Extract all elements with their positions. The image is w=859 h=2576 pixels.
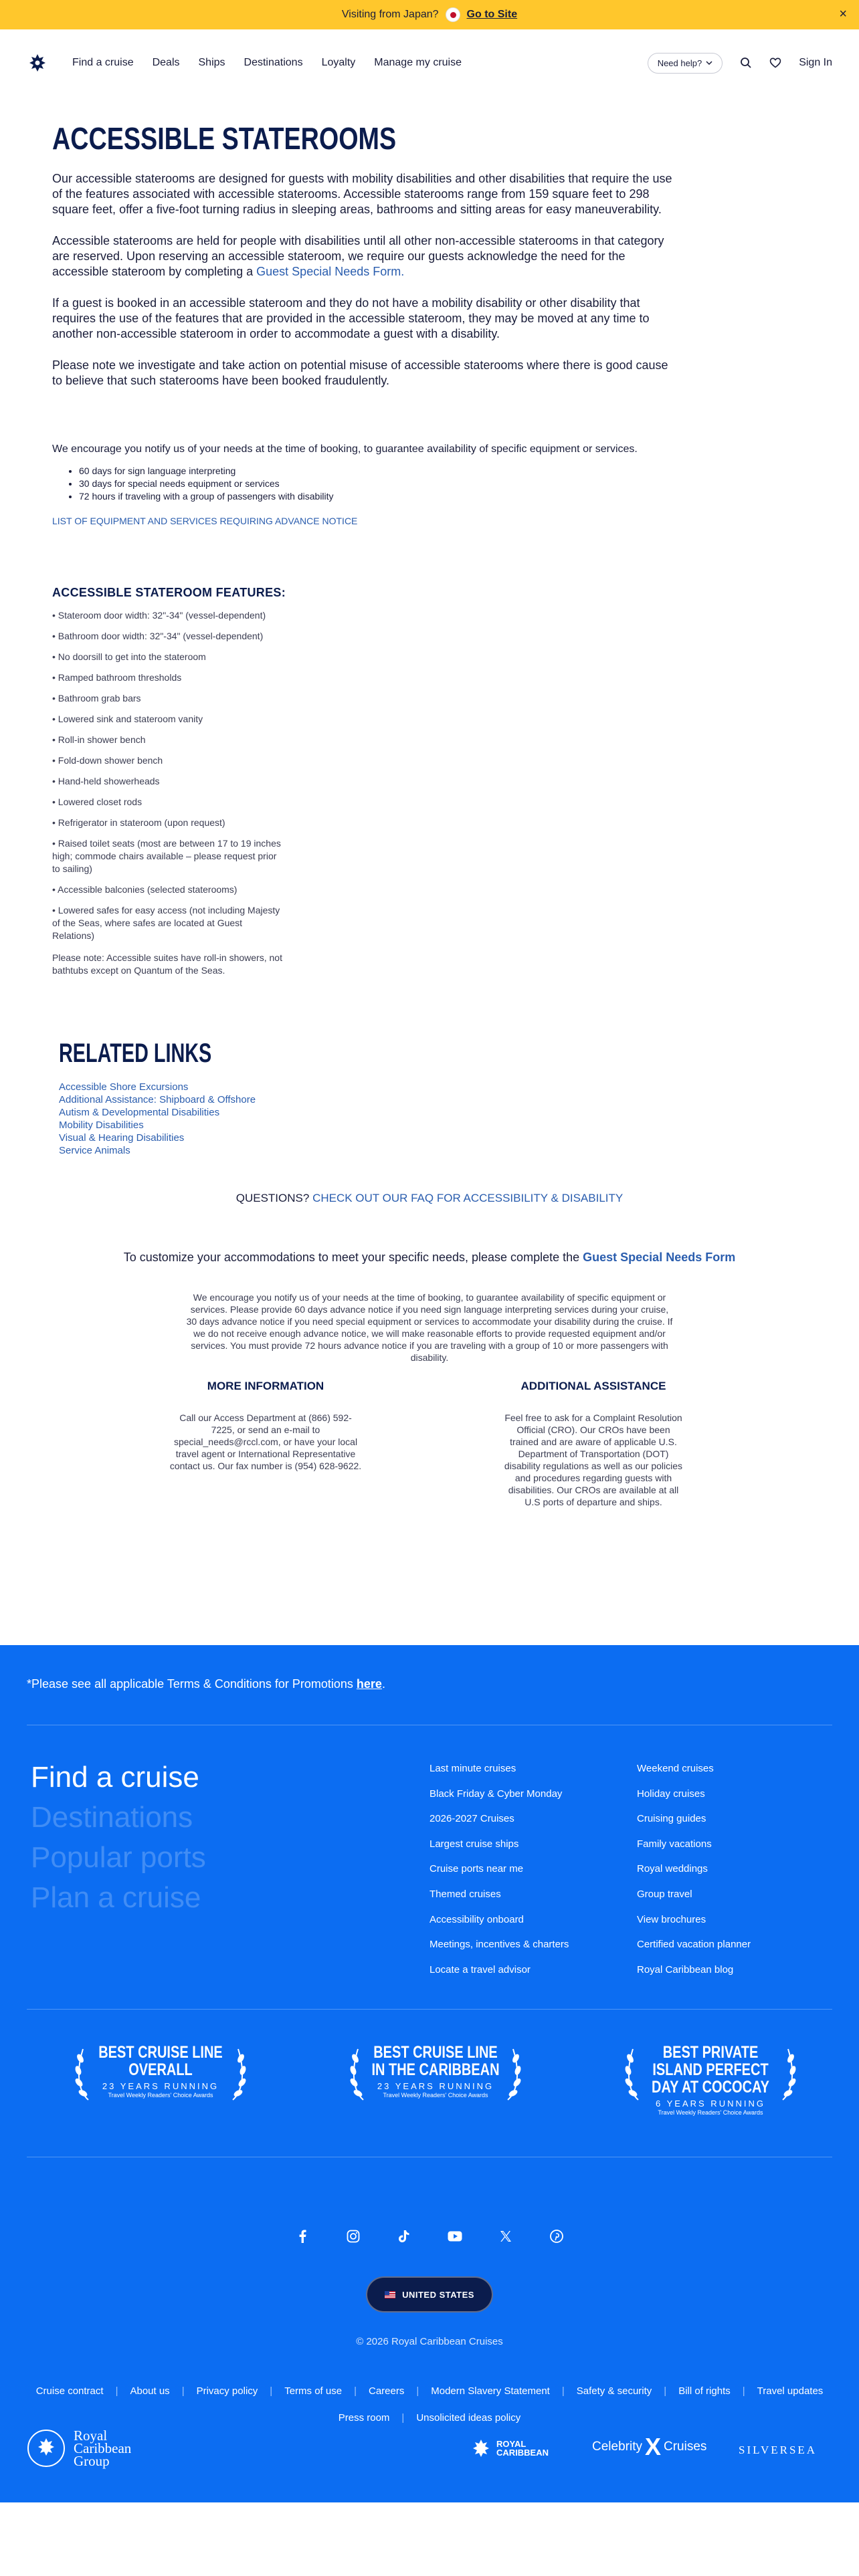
- related-link[interactable]: Autism & Developmental Disabilities: [59, 1107, 220, 1118]
- promotions-terms-period: .: [381, 1677, 385, 1691]
- youtube-icon[interactable]: [447, 2228, 463, 2244]
- list-item: • 72 hours if traveling with a group of passengers with disability: [79, 490, 674, 503]
- us-flag-icon: [385, 2291, 395, 2298]
- features-heading: ACCESSIBLE STATEROOM FEATURES:: [52, 586, 286, 599]
- feature-item: • Hand-held showerheads: [52, 776, 160, 786]
- heart-icon[interactable]: [769, 57, 781, 69]
- footer-link[interactable]: Royal weddings: [637, 1863, 708, 1875]
- award-title: BEST CRUISE LINE OVERALL: [98, 2043, 223, 2079]
- legal-link[interactable]: Press room: [338, 2412, 390, 2424]
- footer-link[interactable]: Themed cruises: [430, 1888, 501, 1900]
- tab-find-a-cruise[interactable]: Find a cruise: [31, 1761, 199, 1794]
- tab-destinations[interactable]: Destinations: [31, 1801, 193, 1834]
- footer-link[interactable]: Largest cruise ships: [430, 1838, 519, 1850]
- equipment-services-list-link[interactable]: LIST OF EQUIPMENT AND SERVICES REQUIRING ADVANCE NOTICE: [52, 516, 358, 526]
- laurel-icon: [74, 2044, 92, 2103]
- footer-link[interactable]: View brochures: [637, 1913, 706, 1925]
- nav-deals[interactable]: Deals: [152, 57, 180, 68]
- footer-link[interactable]: Cruising guides: [637, 1813, 706, 1825]
- related-links-list: [59, 1081, 807, 1157]
- award-source: Travel Weekly Readers' Choice Awards: [383, 2092, 488, 2099]
- promotions-terms: [27, 1677, 385, 1691]
- related-links-section: [52, 1039, 807, 1157]
- footer-link[interactable]: Accessibility onboard: [430, 1913, 524, 1925]
- feature-item: • No doorsill to get into the stateroom: [52, 651, 206, 662]
- intro-paragraph-3: If a guest is booked in an accessible stateroom and they do not have a mobility disability or other disability that requires the use of the features that are provided in the accessible stateroom, they may be moved at any time to another non-accessible stateroom in order to accommodate a guest with a disability.: [52, 296, 650, 340]
- legal-link[interactable]: Safety & security: [576, 2385, 652, 2397]
- legal-links-row-1: [0, 2378, 859, 2405]
- footer-link[interactable]: Royal Caribbean blog: [637, 1963, 734, 1975]
- feature-item: • Stateroom door width: 32"-34" (vessel-dependent): [52, 610, 266, 621]
- questions-banner: [0, 1192, 859, 1205]
- feature-item: • Raised toilet seats (most are between 17 to 19 inches high; commode chairs available – please request prior to sailing): [52, 838, 281, 874]
- feature-item: • Bathroom grab bars: [52, 693, 141, 704]
- legal-divider: |: [742, 2385, 745, 2397]
- japan-flag-icon: [446, 7, 460, 22]
- legal-link[interactable]: Travel updates: [757, 2385, 824, 2397]
- award-source: Travel Weekly Readers' Choice Awards: [108, 2092, 213, 2099]
- footer-link[interactable]: Family vacations: [637, 1838, 712, 1850]
- geo-banner: [0, 0, 859, 29]
- advance-notice-section: [52, 441, 674, 530]
- royal-caribbean-logo-icon[interactable]: [27, 52, 48, 74]
- nav-manage-my-cruise[interactable]: Manage my cruise: [374, 57, 462, 68]
- feature-item: • Lowered closet rods: [52, 796, 142, 807]
- award-badge: [74, 2040, 248, 2107]
- main-nav: [0, 29, 859, 96]
- legal-link[interactable]: Cruise contract: [35, 2385, 104, 2397]
- related-links-heading: RELATED LINKS: [59, 1039, 212, 1068]
- customize-section: [0, 1251, 859, 1265]
- legal-links-row-2: [0, 2405, 859, 2432]
- more-information-text: Call our Access Department at (866) 592-7225, or send an e-mail to special_needs@rccl.com, or have your local travel agent or International Representative contact us. Our fax number is (954) 628-9622.: [169, 1412, 362, 1471]
- nav-loyalty[interactable]: Loyalty: [321, 57, 356, 68]
- legal-divider: |: [181, 2385, 185, 2397]
- feature-item: • Accessible balconies (selected staterooms): [52, 884, 237, 895]
- feature-item: • Fold-down shower bench: [52, 755, 163, 766]
- advance-notice-text: We encourage you notify us of your needs at the time of booking, to guarantee availability of specific equipment or services.: [52, 443, 638, 455]
- guest-special-needs-form-link[interactable]: Guest Special Needs Form.: [256, 265, 405, 278]
- info-columns: [155, 1380, 704, 1508]
- footer-link[interactable]: Meetings, incentives & charters: [430, 1939, 569, 1951]
- pinterest-icon[interactable]: [549, 2228, 565, 2244]
- legal-divider: |: [416, 2385, 419, 2397]
- sign-in-link[interactable]: Sign In: [799, 57, 832, 68]
- feature-item: • Bathroom door width: 32"-34" (vessel-dependent): [52, 631, 264, 641]
- footer-link[interactable]: Weekend cruises: [637, 1763, 714, 1774]
- feature-item: • Ramped bathroom thresholds: [52, 672, 182, 683]
- feature-item: • Roll-in shower bench: [52, 734, 146, 745]
- social-links: [0, 2228, 859, 2244]
- celebrity-wordmark: Celebrity: [592, 2440, 642, 2454]
- legal-divider: |: [354, 2385, 357, 2397]
- nav-destinations[interactable]: Destinations: [244, 57, 303, 68]
- intro-section: [52, 171, 807, 389]
- geo-banner-text: Visiting from Japan?: [341, 9, 439, 20]
- stateroom-features-section: [52, 586, 286, 977]
- feature-item: • Lowered safes for easy access (not including Majesty of the Seas, where safes are located at Guest Relations): [52, 905, 280, 941]
- go-to-site-link[interactable]: Go to Site: [466, 9, 518, 20]
- intro-paragraph-1: Our accessible staterooms are designed for guests with mobility disabilities and other disabilities that require the use of the features associated with accessible staterooms. Accessible staterooms range from 159 square feet to 298 square feet, offer a five-foot turning radius in sleeping areas, bathrooms and sitting areas for easy maneuverability.: [52, 172, 672, 216]
- award-title: BEST CRUISE LINE IN THE CARIBBEAN: [371, 2043, 500, 2079]
- x-twitter-icon[interactable]: [498, 2228, 514, 2244]
- laurel-icon: [504, 2044, 522, 2103]
- footer-link[interactable]: Black Friday & Cyber Monday: [430, 1788, 563, 1800]
- questions-label: QUESTIONS?: [235, 1192, 310, 1204]
- rc-word-2: CARIBBEAN: [496, 2448, 549, 2458]
- laurel-icon: [779, 2044, 797, 2103]
- more-information-column: [155, 1380, 376, 1508]
- celebrity-cruises-word: Cruises: [664, 2440, 707, 2454]
- awards-row: [0, 2040, 859, 2116]
- tab-plan-a-cruise[interactable]: Plan a cruise: [31, 1881, 201, 1914]
- main-content: [0, 120, 859, 1157]
- royal-caribbean-group-logo[interactable]: [27, 2429, 131, 2468]
- laurel-icon: [229, 2044, 248, 2103]
- royal-caribbean-logo[interactable]: [471, 2438, 549, 2458]
- legal-links: [0, 2378, 859, 2432]
- nav-find-a-cruise[interactable]: Find a cruise: [72, 57, 134, 68]
- features-note: Please note: Accessible suites have roll-in showers, not bathtubs except on Quantum of the Seas.: [52, 952, 282, 976]
- laurel-icon: [349, 2044, 367, 2103]
- promotions-terms-text: *Please see all applicable Terms & Conditions for Promotions: [27, 1677, 357, 1691]
- facebook-icon[interactable]: [294, 2228, 310, 2244]
- footer-divider: [27, 2009, 832, 2010]
- related-link[interactable]: Accessible Shore Excursions: [59, 1081, 189, 1093]
- footer-link[interactable]: Holiday cruises: [637, 1788, 705, 1800]
- additional-assistance-text: Feel free to ask for a Complaint Resolution Official (CRO). Our CROs have been trained and are aware of applicable U.S. Department of Transportation (DOT) disability regulations as well as our policies and procedures regarding guests with disabilities. Our CROs are available at all U.S ports of departure and ships.: [504, 1412, 683, 1507]
- rcg-crown-anchor-icon: [27, 2429, 66, 2468]
- country-label: UNITED STATES: [402, 2289, 474, 2300]
- list-item: • 30 days for special needs equipment or services: [79, 477, 674, 490]
- legal-link[interactable]: Careers: [368, 2385, 405, 2397]
- advance-notice-paragraph: We encourage you notify us of your needs at the time of booking, to guarantee availability of specific equipment or services. Please provide 60 days advance notice if you need sign language interpreting services during your cruise, 30 days advance notice if you need special equipment or services to accommodate your disability during the cruise. If we do not receive enough advance notice, we will make reasonable efforts to provide requested equipment and/or services. You must provide 72 hours advance notice if you are traveling with a group of 10 or more passengers with disability.: [186, 1292, 673, 1363]
- list-item: • 60 days for sign language interpreting: [79, 465, 674, 477]
- search-icon[interactable]: [740, 57, 752, 69]
- tab-popular-ports[interactable]: Popular ports: [31, 1841, 206, 1874]
- rcg-word-1: Royal: [74, 2427, 108, 2444]
- award-badge: [349, 2040, 522, 2107]
- feature-item: • Refrigerator in stateroom (upon request): [52, 817, 225, 828]
- footer-link[interactable]: Certified vacation planner: [637, 1939, 751, 1951]
- rc-crown-anchor-icon: [471, 2438, 491, 2458]
- award-years: 23 YEARS RUNNING: [377, 2081, 494, 2091]
- footer-link[interactable]: Last minute cruises: [430, 1763, 516, 1774]
- award-years: 23 YEARS RUNNING: [102, 2081, 219, 2091]
- legal-divider: |: [115, 2385, 118, 2397]
- nav-right: [648, 53, 832, 74]
- related-link[interactable]: Mobility Disabilities: [59, 1119, 144, 1131]
- legal-link[interactable]: About us: [130, 2385, 170, 2397]
- nav-ships[interactable]: Ships: [198, 57, 225, 68]
- legal-link[interactable]: Unsolicited ideas policy: [416, 2412, 521, 2424]
- footer-link[interactable]: 2026-2027 Cruises: [430, 1813, 514, 1825]
- more-information-heading: MORE INFORMATION: [207, 1380, 324, 1392]
- need-help-label: Need help?: [657, 58, 702, 68]
- footer-link[interactable]: Group travel: [637, 1888, 692, 1900]
- site-footer: [0, 1645, 859, 2502]
- related-link[interactable]: Additional Assistance: Shipboard & Offshore: [59, 1094, 256, 1105]
- footer-link[interactable]: Locate a travel advisor: [430, 1963, 531, 1975]
- nav-menu: [72, 57, 462, 69]
- country-selector-button[interactable]: [366, 2276, 493, 2313]
- page-title: ACCESSIBLE STATEROOMS: [52, 121, 397, 156]
- intro-paragraph-4: Please note we investigate and take action on potential misuse of accessible staterooms where there is good cause to believe that such staterooms have been booked fraudulently.: [52, 358, 668, 387]
- feature-item: • Lowered sink and stateroom vanity: [52, 714, 203, 724]
- footer-tabs: [31, 1757, 206, 1918]
- legal-link[interactable]: Privacy policy: [196, 2385, 258, 2397]
- advance-notice-list: [79, 465, 674, 503]
- tiktok-icon[interactable]: [396, 2228, 412, 2244]
- customize-text: To customize your accommodations to meet your specific needs, please complete the: [123, 1251, 580, 1264]
- award-years: 6 YEARS RUNNING: [656, 2099, 765, 2109]
- celebrity-x-icon: X: [644, 2433, 661, 2460]
- related-link[interactable]: Visual & Hearing Disabilities: [59, 1132, 185, 1144]
- celebrity-cruises-logo[interactable]: [592, 2433, 707, 2460]
- copyright: © 2026 Royal Caribbean Cruises: [356, 2336, 503, 2347]
- rcg-word-3: Group: [74, 2452, 110, 2469]
- laurel-icon: [624, 2044, 642, 2103]
- faq-accessibility-link[interactable]: CHECK OUT OUR FAQ FOR ACCESSIBILITY & DISABILITY: [312, 1192, 624, 1204]
- rcg-wordmark: [74, 2427, 132, 2469]
- legal-link[interactable]: Terms of use: [284, 2385, 343, 2397]
- rc-word-1: ROYAL: [496, 2439, 527, 2449]
- rcg-word-2: Caribbean: [74, 2440, 132, 2456]
- legal-link[interactable]: Modern Slavery Statement: [431, 2385, 550, 2397]
- rc-wordmark: [496, 2440, 549, 2457]
- legal-divider: |: [561, 2385, 565, 2397]
- close-icon[interactable]: ×: [839, 7, 847, 21]
- legal-divider: |: [270, 2385, 273, 2397]
- intro-paragraph-2-text: Accessible staterooms are held for people with disabilities until all other non-accessible staterooms in that category are reserved. Upon reserving an accessible stateroom, we require our guests acknowledge the need for the accessible stateroom by completing a: [52, 234, 664, 278]
- footer-link[interactable]: Cruise ports near me: [430, 1863, 524, 1875]
- footer-link-grid: [430, 1756, 824, 1982]
- silversea-logo[interactable]: SILVERSEA: [739, 2444, 818, 2456]
- chevron-down-icon: [706, 60, 712, 66]
- legal-divider: |: [401, 2412, 405, 2424]
- award-title: BEST PRIVATE ISLAND PERFECT DAY AT COCOCAY: [652, 2043, 769, 2097]
- need-help-button[interactable]: [648, 53, 723, 74]
- award-source: Travel Weekly Readers' Choice Awards: [658, 2109, 763, 2116]
- legal-link[interactable]: Bill of rights: [678, 2385, 731, 2397]
- additional-assistance-heading: ADDITIONAL ASSISTANCE: [520, 1380, 666, 1392]
- related-link[interactable]: Service Animals: [59, 1145, 130, 1156]
- guest-special-needs-form-link-2[interactable]: Guest Special Needs Form: [583, 1251, 736, 1264]
- instagram-icon[interactable]: [345, 2228, 361, 2244]
- additional-assistance-column: [483, 1380, 704, 1508]
- brand-logos: [0, 2429, 859, 2476]
- award-badge: [624, 2040, 797, 2116]
- intro-paragraph-2: [52, 233, 674, 280]
- legal-divider: |: [664, 2385, 667, 2397]
- promotions-terms-link[interactable]: here: [356, 1677, 382, 1691]
